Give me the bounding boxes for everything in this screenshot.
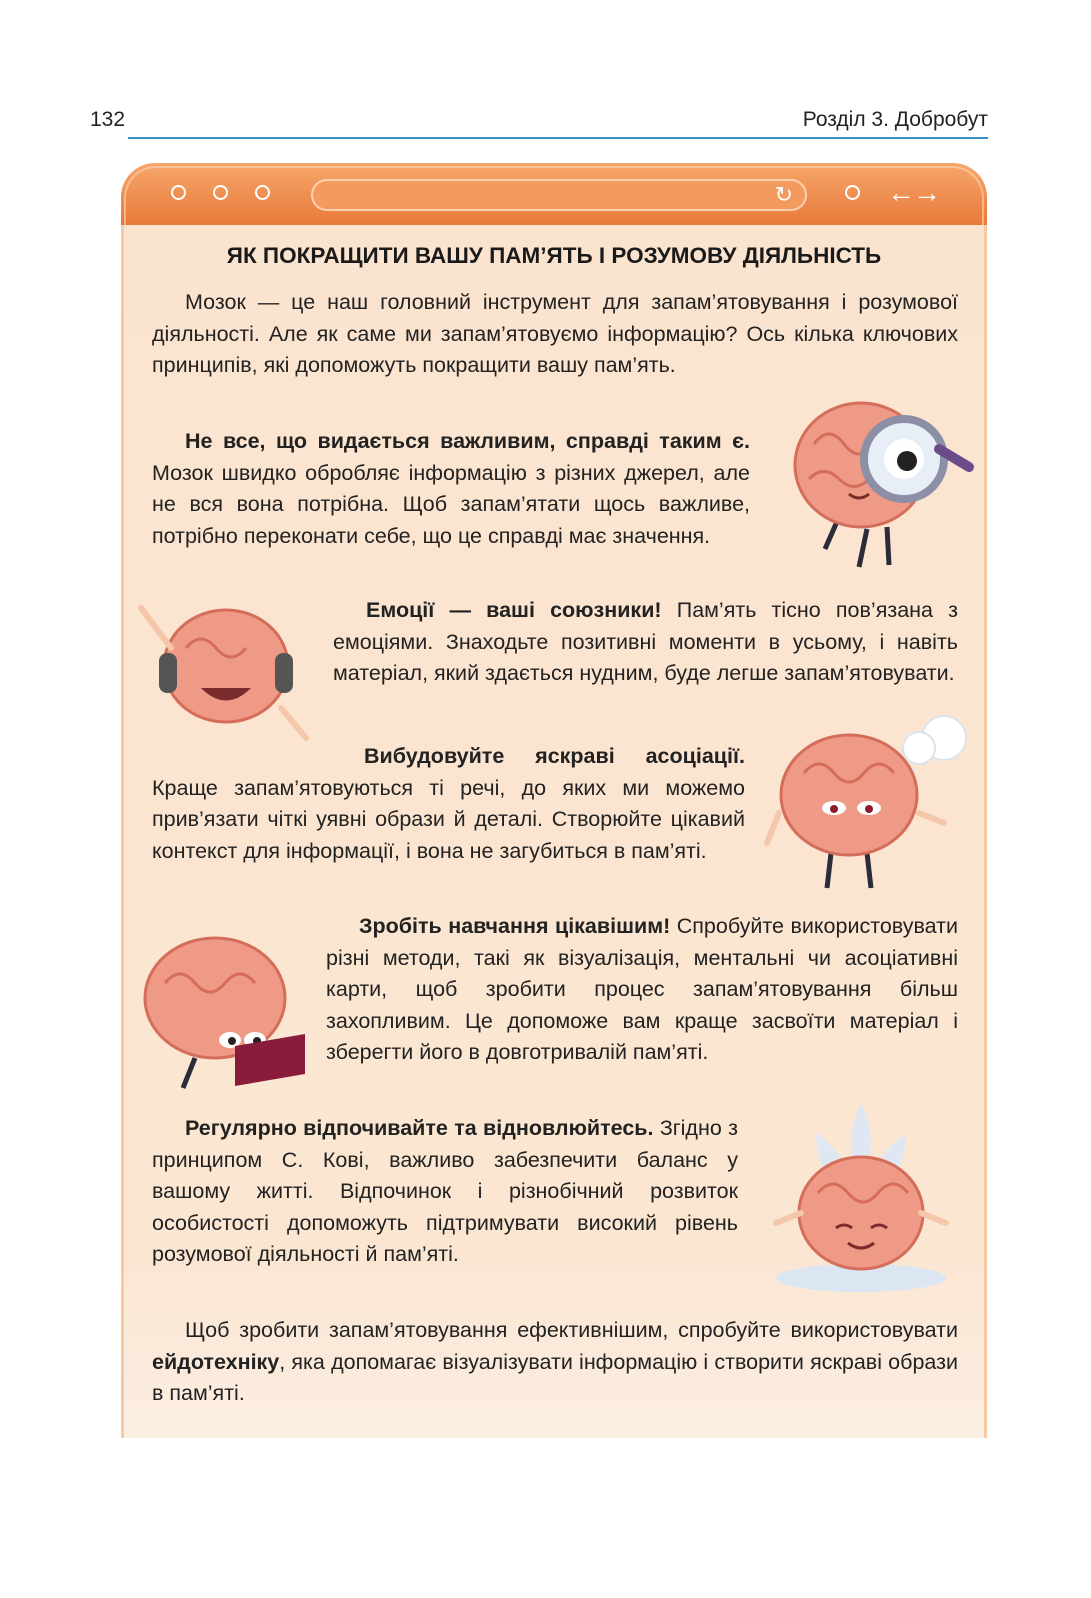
window-dot-icon [213, 185, 228, 200]
browser-frame [121, 163, 987, 1438]
tip-text: Згідно з принципом С. Кові, важливо забезпечити баланс у вашому житті. Відпочинок і різнобічний розвиток особистості допоможуть підтримувати високий рівень розумової діяльності й пам’яті. [152, 1116, 738, 1266]
brain-headphones-icon [131, 588, 321, 758]
tip-text: Мозок швидко обробляє інформацію з різних джерел, але не вся вона потрібна. Щоб запам’ятати щось важливе, потрібно переконати себе, що це справді має значення. [152, 460, 750, 548]
eidotechnics-term: ейдотехніку [152, 1349, 280, 1374]
tip-text: Спробуйте використовувати різні методи, такі як візуалізація, ментальні чи асоціативні карти, щоб зробити процес запам’ятовування більш захопливим. Це допоможе вам краще засвоїти матеріал і зберегти його в довготривалій пам’яті. [326, 914, 959, 1064]
tip-paragraph [152, 741, 745, 867]
tip-text: Краще запам’ятовуються ті речі, до яких ми можемо прив’язати чіткі уявні образи й деталі. Створюйте цікавий контекст для інформації, і вона не загубиться в пам’яті. [152, 775, 745, 863]
header-rule [128, 137, 988, 139]
tip-paragraph [326, 911, 958, 1069]
tip-text: Пам’ять тісно пов’язана з емоціями. Знаходьте позитивні моменти в усьому, і навіть матеріал, який здається нудним, буде легше запам’ятовувати. [333, 598, 959, 685]
brain-reading-icon [135, 928, 325, 1098]
brain-magnifier-icon [769, 399, 979, 574]
intro-text: Мозок — це наш головний інструмент для запам’ятовування і розумової діяльності. Але як саме ми запам’ятовуємо інформацію? Ось кілька ключових принципів, які допоможуть покращити вашу пам’ять. [152, 290, 958, 377]
tip-lead: Емоції — ваші союзники! [366, 598, 662, 622]
browser-titlebar [121, 163, 987, 225]
tip-lead: Зробіть навчання цікавішим! [359, 914, 671, 938]
page-number: 132 [90, 108, 126, 131]
tip-lead: Не все, що видається важливим, справді таким є. [185, 429, 750, 453]
address-bar [311, 179, 807, 211]
section-title: Розділ 3. Добробут [802, 108, 988, 131]
window-dot-icon [171, 185, 186, 200]
brain-meditating-icon [756, 1093, 971, 1293]
reload-icon: ↻ [774, 182, 793, 207]
brain-thinking-icon [759, 703, 979, 893]
tip-lead: Регулярно відпочивайте та відновлюйтесь. [185, 1116, 654, 1140]
window-dot-icon [845, 185, 860, 200]
tip-lead: Вибудовуйте яскраві асоціації. [364, 744, 745, 768]
article-title: ЯК ПОКРАЩИТИ ВАШУ ПАМ’ЯТЬ І РОЗУМОВУ ДІЯЛЬНІСТЬ [226, 243, 882, 268]
window-dot-icon [255, 185, 270, 200]
outro-paragraph: Щоб зробити запам’ятовування ефективнішим, спробуйте використовувати ейдотехніку, яка допомагає візуалізувати інформацію і створити яскраві образи в пам’яті. [152, 1318, 958, 1405]
tip-paragraph [152, 426, 750, 552]
tip-paragraph [333, 595, 958, 690]
tip-paragraph [152, 1113, 738, 1271]
back-forward-arrows-icon: ←→ [887, 177, 939, 208]
intro-paragraph [152, 287, 958, 382]
